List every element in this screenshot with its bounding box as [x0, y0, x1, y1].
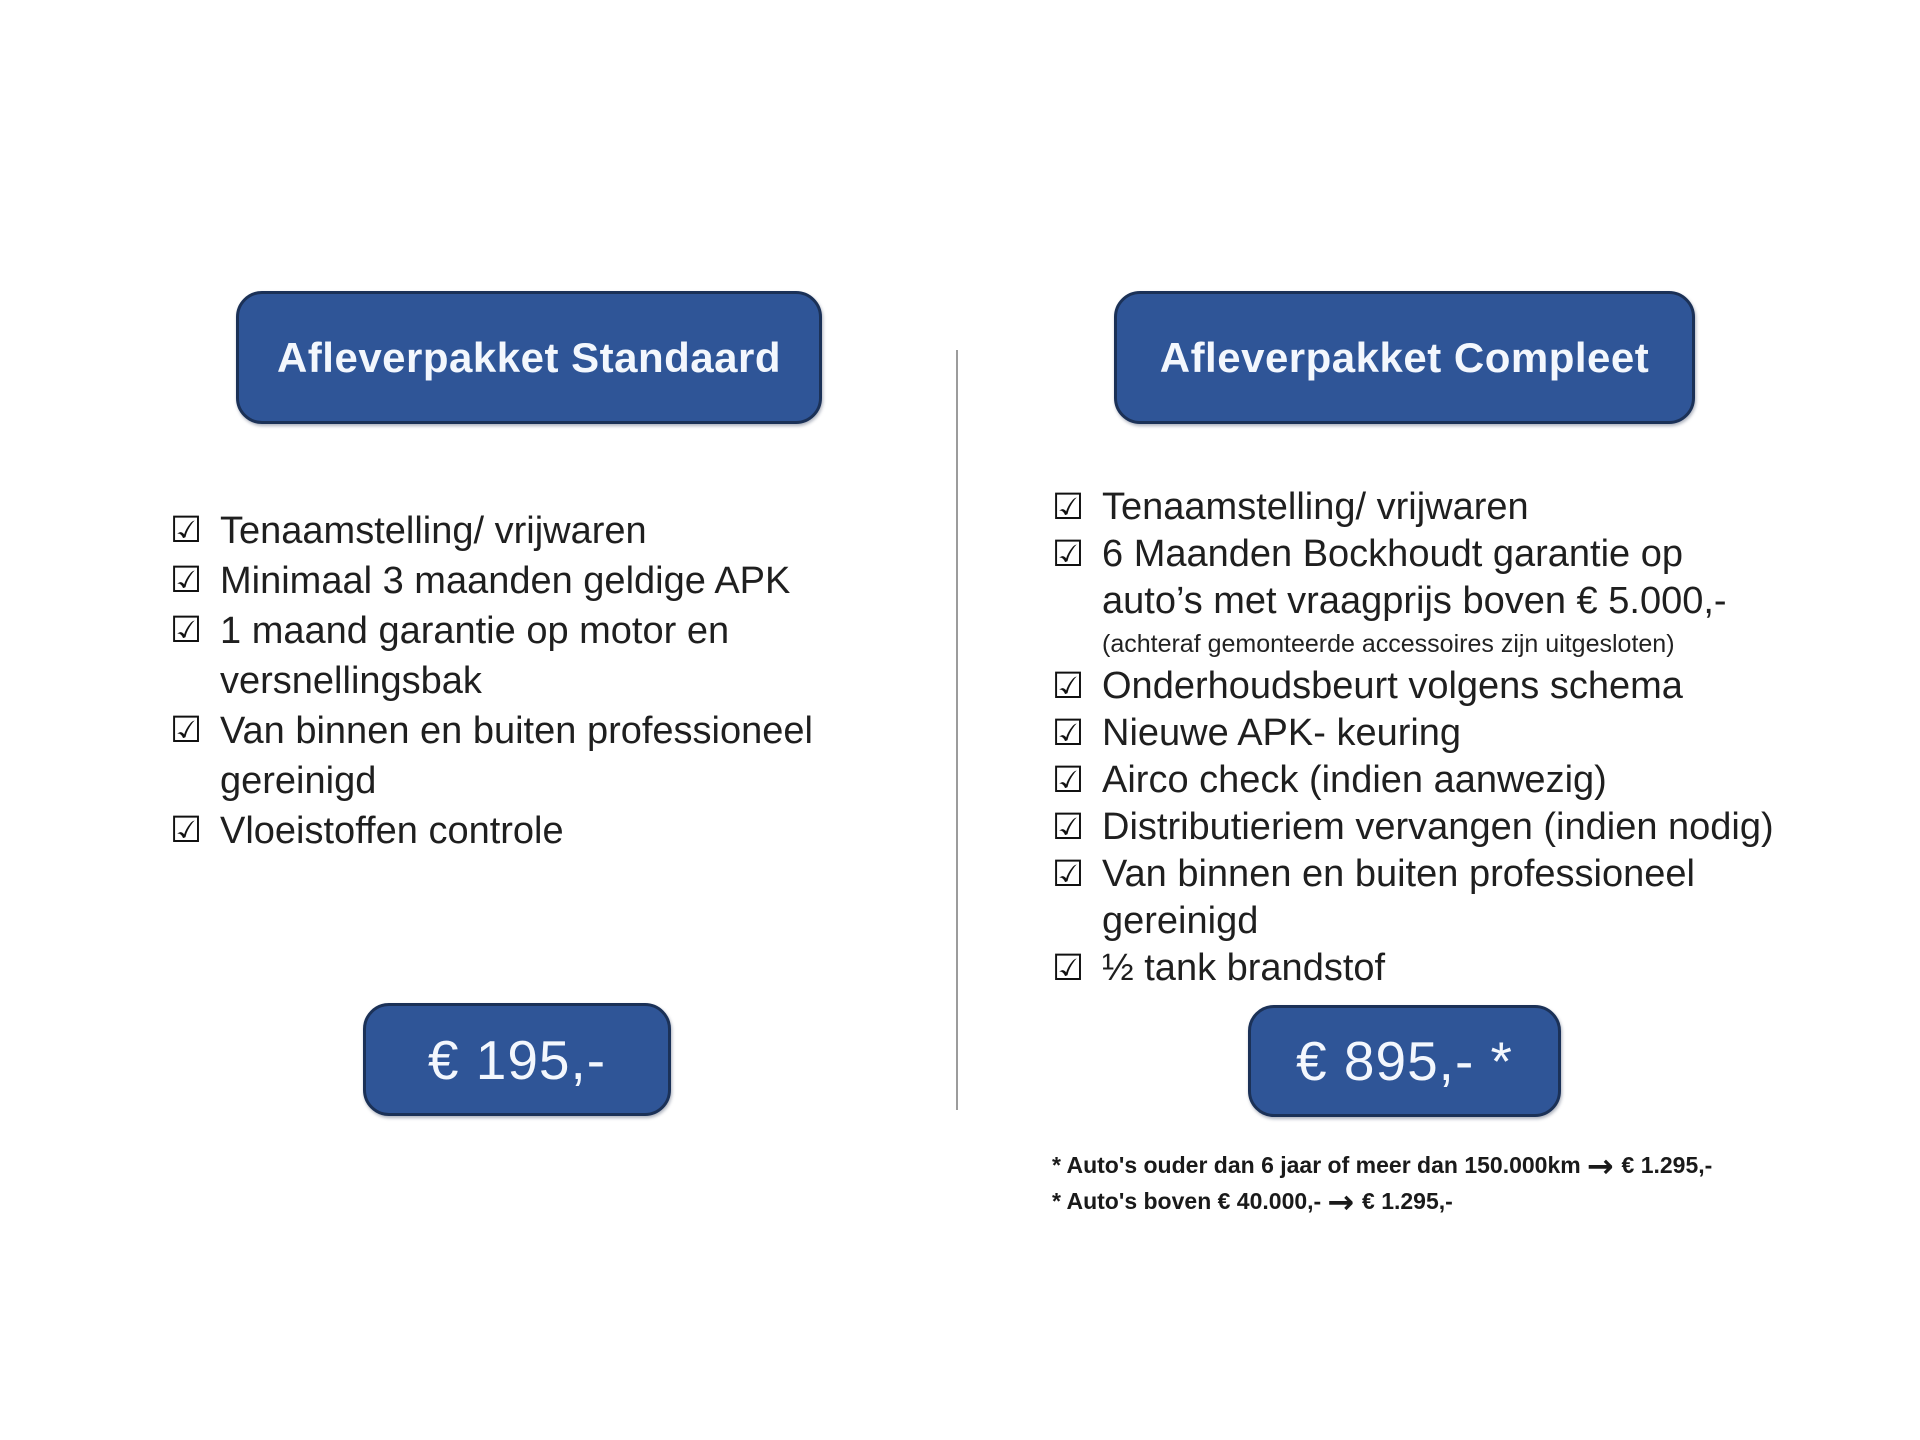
- checklist-item-line: Airco check (indien aanwezig): [1102, 759, 1607, 801]
- checklist-item-line: Van binnen en buiten professioneel: [1102, 853, 1695, 895]
- checklist-item-text: [220, 706, 813, 806]
- checklist-item-line: versnellingsbak: [220, 660, 482, 702]
- checklist-item-text: [1102, 851, 1695, 945]
- checklist-item-line: 1 maand garantie op motor en: [220, 610, 730, 652]
- price-label: € 895,- *: [1296, 1030, 1513, 1092]
- checklist-item: [1052, 804, 1822, 851]
- checklist-item-text: [1102, 804, 1774, 851]
- checklist-item: [1052, 663, 1822, 710]
- checked-checkbox-icon: ☑: [1052, 534, 1085, 575]
- checked-checkbox-icon: ☑: [1052, 854, 1085, 895]
- checklist-compleet: [1052, 484, 1822, 992]
- checklist-item-text: [220, 606, 729, 706]
- checklist-item: [170, 706, 890, 806]
- checklist-item-text: [1102, 663, 1683, 710]
- checklist-item-text: [220, 806, 564, 856]
- footnote-text: * Auto's ouder dan 6 jaar of meer dan 150.000km: [1052, 1152, 1581, 1178]
- checklist-item: [1052, 851, 1822, 945]
- footnote-price-limit: * Auto's boven € 40.000,- → € 1.295,-: [1052, 1183, 1453, 1221]
- package-header-standaard: [236, 291, 822, 424]
- checked-checkbox-icon: ☑: [170, 810, 203, 851]
- footnote-value: € 1.295,-: [1362, 1188, 1453, 1214]
- checklist-item-line: Minimaal 3 maanden geldige APK: [220, 560, 791, 602]
- checklist-item-line: Nieuwe APK- keuring: [1102, 712, 1462, 754]
- price-box-compleet: [1248, 1005, 1561, 1117]
- checklist-item-line: gereinigd: [220, 760, 377, 802]
- checked-checkbox-icon: ☑: [1052, 487, 1085, 528]
- checked-checkbox-icon: ☑: [1052, 666, 1085, 707]
- checklist-item: [170, 606, 890, 706]
- checklist-item-line: Van binnen en buiten professioneel: [220, 710, 813, 752]
- checked-checkbox-icon: ☑: [1052, 760, 1085, 801]
- package-title: Afleverpakket Compleet: [1159, 333, 1650, 381]
- checklist-item-note: (achteraf gemonteerde accessoires zijn uitgesloten): [1102, 630, 1675, 658]
- checked-checkbox-icon: ☑: [1052, 807, 1085, 848]
- checklist-standaard: [170, 506, 890, 856]
- checklist-item-line: 6 Maanden Bockhoudt garantie op: [1102, 533, 1683, 575]
- price-box-standaard: [363, 1003, 671, 1116]
- checklist-item-text: [1102, 757, 1607, 804]
- checklist-item-line: ½ tank brandstof: [1102, 947, 1386, 989]
- checklist-item: [1052, 484, 1822, 531]
- checklist-item: [170, 806, 890, 856]
- package-title: Afleverpakket Standaard: [276, 333, 782, 381]
- price-label: € 195,-: [427, 1028, 607, 1091]
- checked-checkbox-icon: ☑: [170, 560, 203, 601]
- package-header-compleet: [1114, 291, 1695, 424]
- checklist-item-text: [1102, 484, 1529, 531]
- checklist-item-text: [1102, 945, 1385, 992]
- checklist-item-line: Onderhoudsbeurt volgens schema: [1102, 665, 1683, 707]
- checklist-item-line: gereinigd: [1102, 900, 1259, 942]
- checklist-item-line: Distributieriem vervangen (indien nodig): [1102, 806, 1774, 848]
- checked-checkbox-icon: ☑: [170, 610, 203, 651]
- checklist-item-text: [1102, 531, 1727, 663]
- checklist-item-line: Tenaamstelling/ vrijwaren: [220, 510, 647, 552]
- checklist-item-line: Tenaamstelling/ vrijwaren: [1102, 486, 1529, 528]
- column-divider: [956, 350, 958, 1110]
- footnote-value: € 1.295,-: [1621, 1152, 1713, 1178]
- checklist-item: [1052, 757, 1822, 804]
- checked-checkbox-icon: ☑: [1052, 713, 1085, 754]
- checklist-item-line: auto’s met vraagprijs boven € 5.000,-: [1102, 580, 1727, 622]
- checklist-item-line: Vloeistoffen controle: [220, 810, 564, 852]
- checklist-item-text: [220, 556, 790, 606]
- checked-checkbox-icon: ☑: [1052, 948, 1085, 989]
- checklist-item: [170, 556, 890, 606]
- checklist-item: [170, 506, 890, 556]
- checklist-item: [1052, 945, 1822, 992]
- footnote-age-mileage: * Auto's ouder dan 6 jaar of meer dan 150.000km → € 1.295,-: [1052, 1147, 1713, 1185]
- checklist-item: [1052, 710, 1822, 757]
- checklist-item: [1052, 531, 1822, 663]
- checked-checkbox-icon: ☑: [170, 510, 203, 551]
- footnote-text: * Auto's boven € 40.000,-: [1052, 1188, 1322, 1214]
- checklist-item-text: [220, 506, 647, 556]
- checked-checkbox-icon: ☑: [170, 710, 203, 751]
- checklist-item-text: [1102, 710, 1461, 757]
- price-footnotes: [1052, 1147, 1712, 1219]
